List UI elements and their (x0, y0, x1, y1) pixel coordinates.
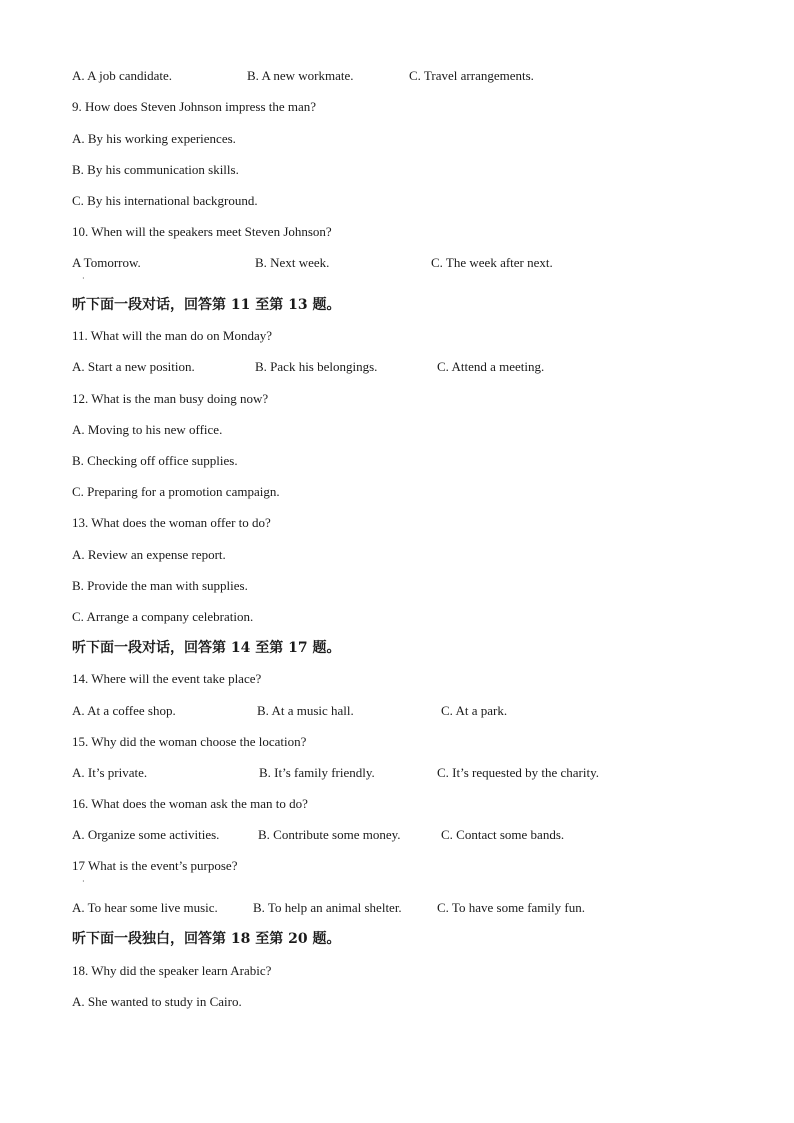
q17-question: 17 What is the event’s purpose? (72, 858, 238, 873)
q12-option-c: C. Preparing for a promotion campaign. (72, 484, 280, 499)
q8-option-c: C. Travel arrangements. (409, 68, 534, 83)
q10-question: 10. When will the speakers meet Steven Johnson? (72, 224, 332, 239)
q11-question: 11. What will the man do on Monday? (72, 328, 273, 343)
q17-option-a: A. To hear some live music. (72, 900, 218, 915)
q16-option-a: A. Organize some activities. (72, 827, 220, 842)
q17-option-c: C. To have some family fun. (437, 900, 585, 915)
q9-option-a: A. By his working experiences. (72, 131, 236, 146)
q18-question: 18. Why did the speaker learn Arabic? (72, 963, 272, 978)
q14-question: 14. Where will the event take place? (72, 671, 262, 686)
q15-option-b: B. It’s family friendly. (259, 765, 375, 780)
q11-option-c: C. Attend a meeting. (437, 359, 545, 374)
q11-option-a: A. Start a new position. (72, 359, 195, 374)
q8-option-b: B. A new workmate. (247, 68, 354, 83)
q15-question: 15. Why did the woman choose the location? (72, 734, 307, 749)
q15-option-a: A. It’s private. (72, 765, 148, 780)
q12-option-a: A. Moving to his new office. (72, 422, 223, 437)
stray-dot-mark: · (82, 274, 85, 283)
q11-option-b: B. Pack his belongings. (255, 359, 378, 374)
q10-option-b: B. Next week. (255, 255, 330, 270)
q13-option-a: A. Review an expense report. (72, 547, 226, 562)
section-heading-18-20: 听下面一段独白，回答第 18 至第 20 题。 (72, 931, 341, 947)
q10-option-c: C. The week after next. (431, 255, 553, 270)
section-heading-11-13: 听下面一段对话，回答第 11 至第 13 题。 (72, 297, 341, 313)
q10-option-a: A Tomorrow. (72, 255, 141, 270)
q16-option-c: C. Contact some bands. (441, 827, 565, 842)
q12-option-b: B. Checking off office supplies. (72, 453, 238, 468)
q18-option-a: A. She wanted to study in Cairo. (72, 994, 242, 1009)
q13-option-c: C. Arrange a company celebration. (72, 609, 254, 624)
q16-question: 16. What does the woman ask the man to do? (72, 796, 308, 811)
q13-option-b: B. Provide the man with supplies. (72, 578, 248, 593)
q9-option-c: C. By his international background. (72, 193, 258, 208)
q13-question: 13. What does the woman offer to do? (72, 515, 271, 530)
q14-option-b: B. At a music hall. (257, 703, 354, 718)
q8-option-a: A. A job candidate. (72, 68, 173, 83)
q9-option-b: B. By his communication skills. (72, 162, 239, 177)
q17-option-b: B. To help an animal shelter. (253, 900, 402, 915)
stray-dot-mark: · (82, 877, 85, 886)
q9-question: 9. How does Steven Johnson impress the man? (72, 99, 317, 114)
q15-option-c: C. It’s requested by the charity. (437, 765, 599, 780)
q14-option-c: C. At a park. (441, 703, 508, 718)
section-heading-14-17: 听下面一段对话，回答第 14 至第 17 题。 (72, 640, 341, 656)
q12-question: 12. What is the man busy doing now? (72, 391, 269, 406)
q16-option-b: B. Contribute some money. (258, 827, 401, 842)
q14-option-a: A. At a coffee shop. (72, 703, 176, 718)
